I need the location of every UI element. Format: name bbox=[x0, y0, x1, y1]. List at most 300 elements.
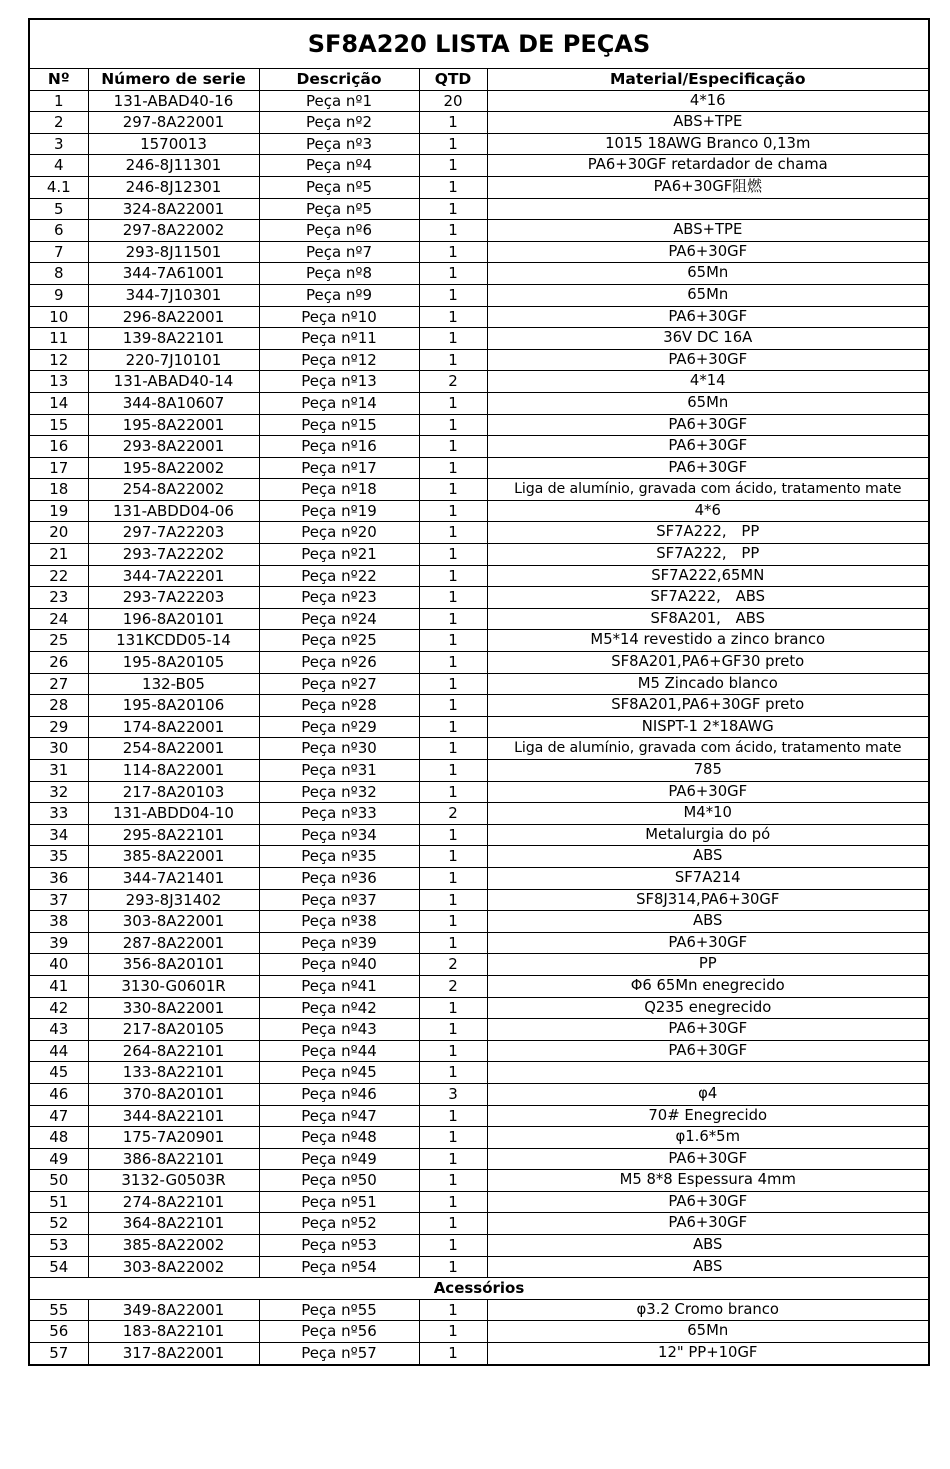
section-label: Acessórios bbox=[30, 1278, 928, 1300]
table-row bbox=[30, 1148, 928, 1170]
cell-no: 14 bbox=[30, 392, 88, 414]
table-row bbox=[30, 608, 928, 630]
cell-material: Liga de alumínio, gravada com ácido, tratamento mate bbox=[487, 738, 928, 760]
cell-serial: 324-8A22001 bbox=[88, 198, 259, 220]
cell-no: 46 bbox=[30, 1083, 88, 1105]
cell-serial: 370-8A20101 bbox=[88, 1083, 259, 1105]
cell-quantity: 1 bbox=[419, 716, 487, 738]
cell-no: 32 bbox=[30, 781, 88, 803]
cell-serial: 287-8A22001 bbox=[88, 932, 259, 954]
cell-no: 10 bbox=[30, 306, 88, 328]
cell-quantity: 1 bbox=[419, 1321, 487, 1343]
cell-material: 4*6 bbox=[487, 500, 928, 522]
table-row bbox=[30, 1127, 928, 1149]
cell-no: 54 bbox=[30, 1256, 88, 1278]
cell-description: Peça nº10 bbox=[259, 306, 419, 328]
cell-quantity: 1 bbox=[419, 889, 487, 911]
cell-quantity: 1 bbox=[419, 1191, 487, 1213]
cell-material bbox=[487, 1062, 928, 1084]
cell-serial: 183-8A22101 bbox=[88, 1321, 259, 1343]
page-title: SF8A220 LISTA DE PEÇAS bbox=[30, 20, 928, 69]
cell-no: 57 bbox=[30, 1343, 88, 1364]
cell-material: 65Mn bbox=[487, 392, 928, 414]
cell-serial: 303-8A22002 bbox=[88, 1256, 259, 1278]
cell-material: PA6+30GF bbox=[487, 1213, 928, 1235]
cell-material: Φ6 65Mn enegrecido bbox=[487, 975, 928, 997]
cell-serial: 356-8A20101 bbox=[88, 954, 259, 976]
cell-description: Peça nº23 bbox=[259, 587, 419, 609]
cell-no: 6 bbox=[30, 220, 88, 242]
cell-no: 30 bbox=[30, 738, 88, 760]
cell-material: M5 8*8 Espessura 4mm bbox=[487, 1170, 928, 1192]
cell-serial: 132-B05 bbox=[88, 673, 259, 695]
cell-no: 15 bbox=[30, 414, 88, 436]
cell-material: PA6+30GF bbox=[487, 1148, 928, 1170]
table-row bbox=[30, 738, 928, 760]
cell-description: Peça nº44 bbox=[259, 1040, 419, 1062]
cell-material: 785 bbox=[487, 760, 928, 782]
table-row bbox=[30, 176, 928, 198]
cell-no: 19 bbox=[30, 500, 88, 522]
cell-description: Peça nº1 bbox=[259, 90, 419, 112]
cell-description: Peça nº54 bbox=[259, 1256, 419, 1278]
cell-serial: 386-8A22101 bbox=[88, 1148, 259, 1170]
cell-material: SF7A222, PP bbox=[487, 522, 928, 544]
cell-material bbox=[487, 198, 928, 220]
cell-quantity: 1 bbox=[419, 1299, 487, 1321]
cell-description: Peça nº26 bbox=[259, 652, 419, 674]
cell-quantity: 1 bbox=[419, 565, 487, 587]
table-row bbox=[30, 630, 928, 652]
cell-material: ABS bbox=[487, 1235, 928, 1257]
cell-description: Peça nº53 bbox=[259, 1235, 419, 1257]
cell-serial: 295-8A22101 bbox=[88, 824, 259, 846]
cell-quantity: 2 bbox=[419, 975, 487, 997]
cell-quantity: 1 bbox=[419, 176, 487, 198]
header-serial: Número de serie bbox=[88, 69, 259, 90]
table-row bbox=[30, 1235, 928, 1257]
cell-no: 23 bbox=[30, 587, 88, 609]
cell-no: 26 bbox=[30, 652, 88, 674]
cell-no: 50 bbox=[30, 1170, 88, 1192]
table-row bbox=[30, 846, 928, 868]
table-row bbox=[30, 1299, 928, 1321]
cell-serial: 344-7A61001 bbox=[88, 263, 259, 285]
cell-material: 70# Enegrecido bbox=[487, 1105, 928, 1127]
cell-serial: 139-8A22101 bbox=[88, 328, 259, 350]
cell-quantity: 1 bbox=[419, 846, 487, 868]
cell-description: Peça nº19 bbox=[259, 500, 419, 522]
table-row bbox=[30, 349, 928, 371]
cell-no: 35 bbox=[30, 846, 88, 868]
cell-quantity: 1 bbox=[419, 220, 487, 242]
cell-no: 52 bbox=[30, 1213, 88, 1235]
cell-material: M5*14 revestido a zinco branco bbox=[487, 630, 928, 652]
cell-serial: 364-8A22101 bbox=[88, 1213, 259, 1235]
cell-description: Peça nº29 bbox=[259, 716, 419, 738]
cell-description: Peça nº3 bbox=[259, 133, 419, 155]
cell-material: φ4 bbox=[487, 1083, 928, 1105]
cell-serial: 195-8A20106 bbox=[88, 695, 259, 717]
cell-description: Peça nº42 bbox=[259, 997, 419, 1019]
table-row bbox=[30, 652, 928, 674]
cell-quantity: 1 bbox=[419, 997, 487, 1019]
table-row bbox=[30, 716, 928, 738]
cell-no: 31 bbox=[30, 760, 88, 782]
cell-quantity: 1 bbox=[419, 695, 487, 717]
cell-material: PA6+30GF bbox=[487, 781, 928, 803]
cell-material: NISPT-1 2*18AWG bbox=[487, 716, 928, 738]
cell-description: Peça nº18 bbox=[259, 479, 419, 501]
cell-material: φ1.6*5m bbox=[487, 1127, 928, 1149]
cell-material: 1015 18AWG Branco 0,13m bbox=[487, 133, 928, 155]
cell-description: Peça nº30 bbox=[259, 738, 419, 760]
table-row bbox=[30, 889, 928, 911]
table-row bbox=[30, 932, 928, 954]
cell-material: SF8A201,PA6+GF30 preto bbox=[487, 652, 928, 674]
cell-no: 53 bbox=[30, 1235, 88, 1257]
cell-quantity: 2 bbox=[419, 803, 487, 825]
cell-quantity: 1 bbox=[419, 284, 487, 306]
cell-description: Peça nº46 bbox=[259, 1083, 419, 1105]
cell-no: 44 bbox=[30, 1040, 88, 1062]
parts-list-sheet bbox=[28, 18, 930, 1366]
cell-description: Peça nº14 bbox=[259, 392, 419, 414]
cell-description: Peça nº39 bbox=[259, 932, 419, 954]
table-row bbox=[30, 1040, 928, 1062]
table-row bbox=[30, 673, 928, 695]
cell-quantity: 1 bbox=[419, 738, 487, 760]
cell-material: 4*14 bbox=[487, 371, 928, 393]
cell-quantity: 1 bbox=[419, 911, 487, 933]
cell-no: 41 bbox=[30, 975, 88, 997]
cell-quantity: 1 bbox=[419, 155, 487, 177]
cell-serial: 196-8A20101 bbox=[88, 608, 259, 630]
cell-no: 17 bbox=[30, 457, 88, 479]
cell-serial: 293-8A22001 bbox=[88, 436, 259, 458]
cell-serial: 297-7A22203 bbox=[88, 522, 259, 544]
cell-description: Peça nº6 bbox=[259, 220, 419, 242]
cell-description: Peça nº17 bbox=[259, 457, 419, 479]
cell-description: Peça nº21 bbox=[259, 544, 419, 566]
cell-material: PA6+30GF bbox=[487, 1191, 928, 1213]
cell-material: PA6+30GF阻燃 bbox=[487, 176, 928, 198]
cell-serial: 296-8A22001 bbox=[88, 306, 259, 328]
cell-material: PA6+30GF bbox=[487, 436, 928, 458]
header-description: Descrição bbox=[259, 69, 419, 90]
cell-quantity: 1 bbox=[419, 652, 487, 674]
cell-quantity: 1 bbox=[419, 1148, 487, 1170]
cell-material: ABS bbox=[487, 1256, 928, 1278]
cell-no: 27 bbox=[30, 673, 88, 695]
cell-quantity: 2 bbox=[419, 371, 487, 393]
cell-serial: 274-8A22101 bbox=[88, 1191, 259, 1213]
cell-no: 39 bbox=[30, 932, 88, 954]
table-row bbox=[30, 911, 928, 933]
cell-no: 36 bbox=[30, 867, 88, 889]
cell-no: 8 bbox=[30, 263, 88, 285]
table-row bbox=[30, 155, 928, 177]
table-row bbox=[30, 198, 928, 220]
cell-no: 25 bbox=[30, 630, 88, 652]
cell-quantity: 1 bbox=[419, 867, 487, 889]
cell-description: Peça nº32 bbox=[259, 781, 419, 803]
header-material: Material/Especificação bbox=[487, 69, 928, 90]
cell-no: 24 bbox=[30, 608, 88, 630]
cell-material: 65Mn bbox=[487, 284, 928, 306]
cell-material: PA6+30GF bbox=[487, 1040, 928, 1062]
cell-description: Peça nº56 bbox=[259, 1321, 419, 1343]
cell-serial: 246-8J11301 bbox=[88, 155, 259, 177]
cell-description: Peça nº9 bbox=[259, 284, 419, 306]
cell-serial: 264-8A22101 bbox=[88, 1040, 259, 1062]
cell-quantity: 1 bbox=[419, 760, 487, 782]
cell-serial: 303-8A22001 bbox=[88, 911, 259, 933]
cell-description: Peça nº4 bbox=[259, 155, 419, 177]
cell-serial: 195-8A20105 bbox=[88, 652, 259, 674]
cell-material: ABS bbox=[487, 911, 928, 933]
cell-no: 55 bbox=[30, 1299, 88, 1321]
cell-quantity: 1 bbox=[419, 436, 487, 458]
table-row bbox=[30, 90, 928, 112]
cell-quantity: 1 bbox=[419, 1256, 487, 1278]
cell-quantity: 1 bbox=[419, 457, 487, 479]
cell-serial: 297-8A22002 bbox=[88, 220, 259, 242]
cell-quantity: 1 bbox=[419, 673, 487, 695]
cell-quantity: 1 bbox=[419, 112, 487, 134]
cell-serial: 344-7A21401 bbox=[88, 867, 259, 889]
cell-serial: 344-7J10301 bbox=[88, 284, 259, 306]
table-row bbox=[30, 133, 928, 155]
cell-serial: 195-8A22001 bbox=[88, 414, 259, 436]
cell-quantity: 1 bbox=[419, 328, 487, 350]
cell-material: PA6+30GF bbox=[487, 414, 928, 436]
cell-description: Peça nº25 bbox=[259, 630, 419, 652]
cell-quantity: 1 bbox=[419, 544, 487, 566]
cell-material: M5 Zincado blanco bbox=[487, 673, 928, 695]
table-row bbox=[30, 760, 928, 782]
cell-quantity: 3 bbox=[419, 1083, 487, 1105]
cell-description: Peça nº37 bbox=[259, 889, 419, 911]
cell-description: Peça nº57 bbox=[259, 1343, 419, 1364]
cell-serial: 114-8A22001 bbox=[88, 760, 259, 782]
table-row bbox=[30, 544, 928, 566]
cell-material: 12" PP+10GF bbox=[487, 1343, 928, 1364]
cell-material: 4*16 bbox=[487, 90, 928, 112]
cell-no: 28 bbox=[30, 695, 88, 717]
cell-description: Peça nº51 bbox=[259, 1191, 419, 1213]
cell-description: Peça nº43 bbox=[259, 1019, 419, 1041]
cell-quantity: 1 bbox=[419, 1127, 487, 1149]
table-row bbox=[30, 1083, 928, 1105]
cell-no: 45 bbox=[30, 1062, 88, 1084]
cell-description: Peça nº48 bbox=[259, 1127, 419, 1149]
cell-serial: 217-8A20103 bbox=[88, 781, 259, 803]
cell-description: Peça nº12 bbox=[259, 349, 419, 371]
cell-quantity: 1 bbox=[419, 587, 487, 609]
cell-serial: 131-ABAD40-16 bbox=[88, 90, 259, 112]
cell-quantity: 1 bbox=[419, 349, 487, 371]
cell-no: 49 bbox=[30, 1148, 88, 1170]
cell-quantity: 1 bbox=[419, 414, 487, 436]
table-row bbox=[30, 414, 928, 436]
table-row bbox=[30, 1213, 928, 1235]
table-row bbox=[30, 436, 928, 458]
cell-material: PA6+30GF bbox=[487, 306, 928, 328]
cell-material: PA6+30GF bbox=[487, 932, 928, 954]
cell-description: Peça nº15 bbox=[259, 414, 419, 436]
cell-quantity: 1 bbox=[419, 1019, 487, 1041]
cell-description: Peça nº40 bbox=[259, 954, 419, 976]
header-row bbox=[30, 69, 928, 90]
cell-serial: 385-8A22001 bbox=[88, 846, 259, 868]
cell-serial: 254-8A22002 bbox=[88, 479, 259, 501]
header-no: Nº bbox=[30, 69, 88, 90]
cell-serial: 330-8A22001 bbox=[88, 997, 259, 1019]
cell-material: SF8A201,PA6+30GF preto bbox=[487, 695, 928, 717]
cell-serial: 246-8J12301 bbox=[88, 176, 259, 198]
cell-material: PA6+30GF retardador de chama bbox=[487, 155, 928, 177]
cell-quantity: 1 bbox=[419, 241, 487, 263]
cell-serial: 131-ABAD40-14 bbox=[88, 371, 259, 393]
cell-serial: 195-8A22002 bbox=[88, 457, 259, 479]
cell-quantity: 20 bbox=[419, 90, 487, 112]
cell-no: 3 bbox=[30, 133, 88, 155]
table-row bbox=[30, 1191, 928, 1213]
cell-description: Peça nº5 bbox=[259, 198, 419, 220]
table-row bbox=[30, 975, 928, 997]
table-row bbox=[30, 1343, 928, 1364]
cell-serial: 297-8A22001 bbox=[88, 112, 259, 134]
table-row bbox=[30, 1256, 928, 1278]
cell-serial: 131KCDD05-14 bbox=[88, 630, 259, 652]
cell-serial: 174-8A22001 bbox=[88, 716, 259, 738]
cell-material: PP bbox=[487, 954, 928, 976]
cell-no: 22 bbox=[30, 565, 88, 587]
cell-no: 18 bbox=[30, 479, 88, 501]
cell-material: 65Mn bbox=[487, 1321, 928, 1343]
cell-quantity: 1 bbox=[419, 1105, 487, 1127]
cell-serial: 133-8A22101 bbox=[88, 1062, 259, 1084]
table-row bbox=[30, 457, 928, 479]
cell-material: ABS+TPE bbox=[487, 220, 928, 242]
cell-material: PA6+30GF bbox=[487, 241, 928, 263]
cell-material: SF8A201, ABS bbox=[487, 608, 928, 630]
cell-material: PA6+30GF bbox=[487, 349, 928, 371]
cell-quantity: 1 bbox=[419, 1343, 487, 1364]
cell-no: 4 bbox=[30, 155, 88, 177]
cell-quantity: 1 bbox=[419, 781, 487, 803]
cell-description: Peça nº35 bbox=[259, 846, 419, 868]
cell-serial: 293-8J11501 bbox=[88, 241, 259, 263]
table-row bbox=[30, 112, 928, 134]
cell-no: 12 bbox=[30, 349, 88, 371]
cell-quantity: 1 bbox=[419, 1062, 487, 1084]
cell-no: 1 bbox=[30, 90, 88, 112]
cell-quantity: 1 bbox=[419, 1213, 487, 1235]
cell-material: SF8J314,PA6+30GF bbox=[487, 889, 928, 911]
table-row bbox=[30, 284, 928, 306]
cell-serial: 317-8A22001 bbox=[88, 1343, 259, 1364]
cell-no: 33 bbox=[30, 803, 88, 825]
table-row bbox=[30, 392, 928, 414]
cell-material: ABS bbox=[487, 846, 928, 868]
cell-description: Peça nº33 bbox=[259, 803, 419, 825]
cell-quantity: 1 bbox=[419, 198, 487, 220]
table-row bbox=[30, 500, 928, 522]
cell-description: Peça nº55 bbox=[259, 1299, 419, 1321]
cell-no: 48 bbox=[30, 1127, 88, 1149]
cell-description: Peça nº52 bbox=[259, 1213, 419, 1235]
cell-material: PA6+30GF bbox=[487, 1019, 928, 1041]
cell-quantity: 1 bbox=[419, 522, 487, 544]
cell-quantity: 1 bbox=[419, 500, 487, 522]
cell-description: Peça nº20 bbox=[259, 522, 419, 544]
cell-serial: 293-7A22203 bbox=[88, 587, 259, 609]
cell-serial: 293-7A22202 bbox=[88, 544, 259, 566]
cell-no: 2 bbox=[30, 112, 88, 134]
cell-description: Peça nº28 bbox=[259, 695, 419, 717]
cell-material: Metalurgia do pó bbox=[487, 824, 928, 846]
table-row bbox=[30, 824, 928, 846]
cell-quantity: 1 bbox=[419, 306, 487, 328]
table-row bbox=[30, 954, 928, 976]
cell-description: Peça nº22 bbox=[259, 565, 419, 587]
cell-description: Peça nº49 bbox=[259, 1148, 419, 1170]
cell-serial: 1570013 bbox=[88, 133, 259, 155]
cell-no: 16 bbox=[30, 436, 88, 458]
table-row bbox=[30, 1062, 928, 1084]
table-row bbox=[30, 371, 928, 393]
table-row bbox=[30, 522, 928, 544]
cell-material: SF7A214 bbox=[487, 867, 928, 889]
cell-no: 47 bbox=[30, 1105, 88, 1127]
cell-no: 13 bbox=[30, 371, 88, 393]
cell-no: 51 bbox=[30, 1191, 88, 1213]
cell-quantity: 1 bbox=[419, 608, 487, 630]
cell-description: Peça nº41 bbox=[259, 975, 419, 997]
cell-description: Peça nº36 bbox=[259, 867, 419, 889]
cell-material: SF7A222,65MN bbox=[487, 565, 928, 587]
table-row bbox=[30, 220, 928, 242]
cell-material: M4*10 bbox=[487, 803, 928, 825]
cell-no: 5 bbox=[30, 198, 88, 220]
table-row bbox=[30, 479, 928, 501]
table-row bbox=[30, 1170, 928, 1192]
table-row bbox=[30, 867, 928, 889]
cell-no: 4.1 bbox=[30, 176, 88, 198]
cell-material: SF7A222, ABS bbox=[487, 587, 928, 609]
cell-description: Peça nº11 bbox=[259, 328, 419, 350]
cell-quantity: 1 bbox=[419, 932, 487, 954]
cell-no: 29 bbox=[30, 716, 88, 738]
table-row bbox=[30, 997, 928, 1019]
cell-serial: 220-7J10101 bbox=[88, 349, 259, 371]
cell-no: 40 bbox=[30, 954, 88, 976]
cell-serial: 131-ABDD04-10 bbox=[88, 803, 259, 825]
cell-no: 38 bbox=[30, 911, 88, 933]
cell-material: Q235 enegrecido bbox=[487, 997, 928, 1019]
cell-serial: 131-ABDD04-06 bbox=[88, 500, 259, 522]
cell-no: 43 bbox=[30, 1019, 88, 1041]
parts-table bbox=[30, 69, 928, 1364]
cell-description: Peça nº31 bbox=[259, 760, 419, 782]
cell-no: 9 bbox=[30, 284, 88, 306]
cell-serial: 217-8A20105 bbox=[88, 1019, 259, 1041]
cell-quantity: 1 bbox=[419, 1040, 487, 1062]
cell-description: Peça nº47 bbox=[259, 1105, 419, 1127]
cell-no: 42 bbox=[30, 997, 88, 1019]
